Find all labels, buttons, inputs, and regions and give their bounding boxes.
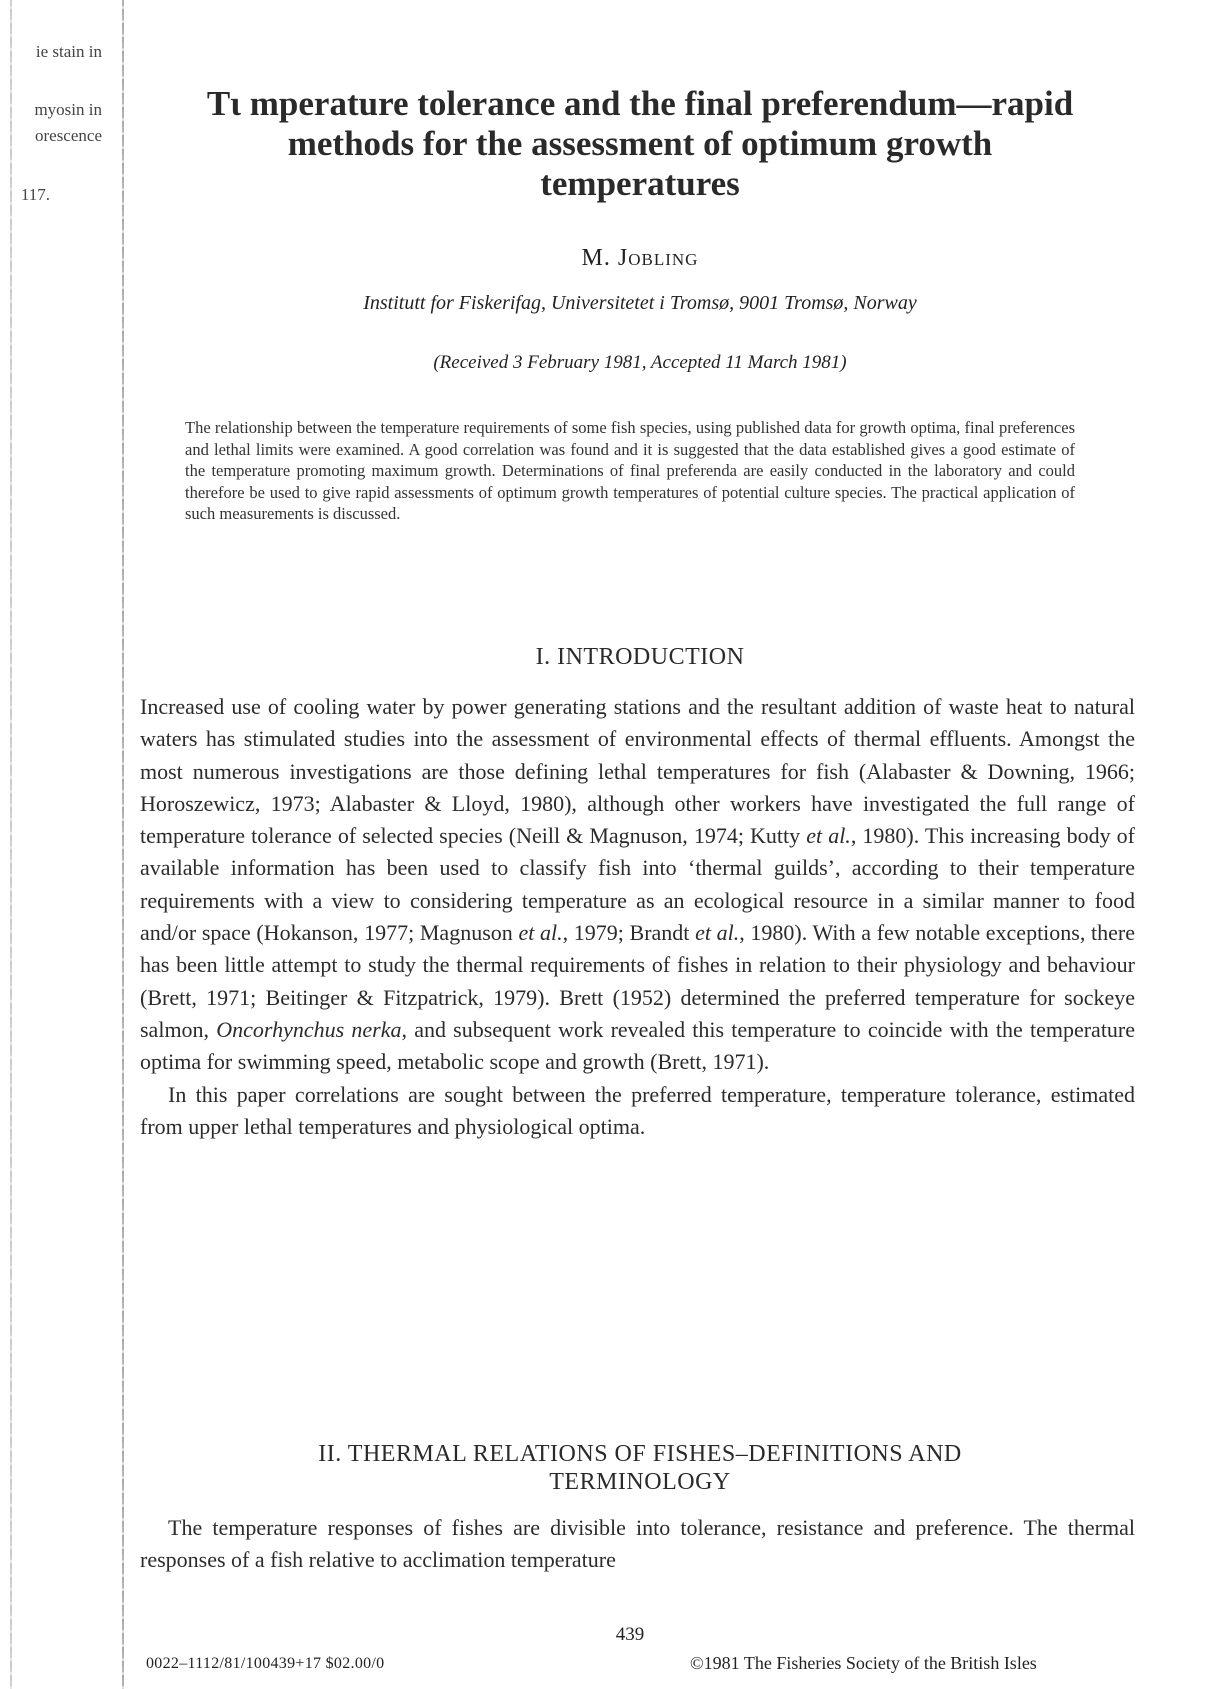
text-run: , and subsequent work revealed this temperature to coincide with the temperature optima for swimming speed, metabolic scope and growth (Brett, 1971). bbox=[140, 1016, 1136, 1075]
title-line: methods for the assessment of optimum growth bbox=[287, 124, 993, 163]
paragraph bbox=[140, 691, 1135, 1079]
italic-run: et al. bbox=[518, 920, 563, 946]
margin-fragment: ie stain in bbox=[35, 42, 102, 61]
page-number: 439 bbox=[615, 1624, 645, 1645]
introduction-body bbox=[140, 691, 1135, 1143]
species-name: Oncorhynchus nerka bbox=[216, 1016, 402, 1042]
binding-shadow bbox=[10, 0, 12, 1689]
received-dates: (Received 3 February 1981, Accepted 11 March 1981) bbox=[433, 352, 847, 373]
author-affiliation: Institutt for Fiskerifag, Universitetet i Tromsø, 9001 Tromsø, Norway bbox=[363, 292, 917, 314]
title-line: Tɩ mperature tolerance and the final preferendum—rapid bbox=[206, 84, 1074, 123]
abstract: The relationship between the temperature requirements of some fish species, using published data for growth optima, final preferences and lethal limits were examined. A good correlation was found and it is suggested that the data established gives a good estimate of the temperature promoting maximum growth. Determinations of final preferenda are easily conducted in the laboratory and could therefore be used to give rapid assessments of optimum growth temperatures of potential culture species. The practical application of such measurements is discussed. bbox=[185, 418, 1075, 523]
margin-fragment: 117. bbox=[20, 185, 50, 204]
heading-line: TERMINOLOGY bbox=[549, 1469, 731, 1495]
margin-fragment: myosin in bbox=[34, 100, 102, 119]
text-run: , 1980). With a few notable exceptions, there has been little attempt to study the thermal requirements of fishes in relation to their physiology and behaviour (Brett, 1971; Beitinger & Fitzpatrick, 1979). Brett (1952) determined the preferred temperature for sockeye salmon, bbox=[140, 920, 1135, 1042]
title-line: temperatures bbox=[540, 164, 740, 203]
text-run: Increased use of cooling water by power generating stations and the resultant addition of waste heat to natural waters has stimulated studies into the assessment of environmental effects of thermal effluents. Amongst the most numerous investigations are those defining lethal temperatures for fish (Alabaster & Downing, 1966; Horoszewicz, 1973; Alabaster & Lloyd, 1980), although other workers have investigated the full range of temperature tolerance of selected species (Neill & Magnuson, 1974; Kutty bbox=[140, 694, 1135, 849]
text-run: , 1979; Brandt bbox=[562, 920, 690, 946]
text-run: , 1980). This increasing body of available information has been used to classify fish into ‘thermal guilds’, according to their temperature requirements with a view to considering temperature as an ecological resource in a similar manner to food and/or space (Hokanson, 1977; Magnuson bbox=[140, 823, 1135, 946]
author-name: M. Jobling bbox=[581, 245, 699, 271]
copyright-notice: ©1981 The Fisheries Society of the British Isles bbox=[690, 1653, 1037, 1673]
article-title bbox=[140, 84, 1140, 204]
italic-run: et al. bbox=[806, 823, 851, 849]
margin-fragment: orescence bbox=[34, 126, 102, 145]
paragraph: In this paper correlations are sought between the preferred temperature, temperature tolerance, estimated from upper lethal temperatures and physiological optima. bbox=[140, 1081, 1135, 1139]
thermal-relations-body bbox=[140, 1512, 1135, 1577]
article-code: 0022–1112/81/100439+17 $02.00/0 bbox=[146, 1655, 385, 1672]
section-heading-thermal-relations bbox=[140, 1440, 1140, 1496]
italic-run: et al. bbox=[695, 920, 740, 946]
binding-line bbox=[122, 0, 124, 1689]
paragraph: The temperature responses of fishes are divisible into tolerance, resistance and preference. The thermal responses of a fish relative to acclimation temperature bbox=[140, 1515, 1135, 1573]
section-heading-introduction: I. INTRODUCTION bbox=[535, 644, 745, 670]
heading-line: II. THERMAL RELATIONS OF FISHES–DEFINITIONS AND bbox=[318, 1441, 962, 1467]
